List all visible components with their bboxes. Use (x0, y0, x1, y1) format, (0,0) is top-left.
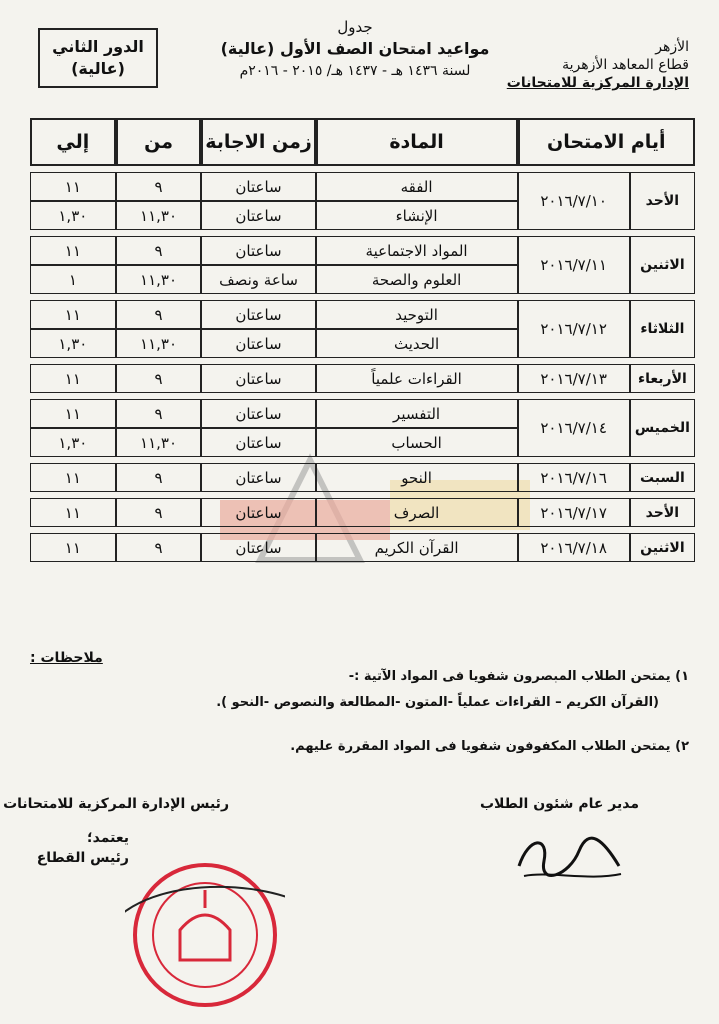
student-affairs-title: مدير عام شئون الطلاب (479, 796, 639, 812)
date-cell: ٢٠١٦/٧/١٣ (518, 364, 630, 393)
table-row (30, 399, 695, 428)
duration-cell: ساعتان (201, 300, 315, 329)
exam-schedule-table (30, 118, 695, 562)
header-duration: زمن الاجابة (201, 118, 315, 166)
date-cell: ٢٠١٦/٧/١٧ (518, 498, 630, 527)
from-cell: ٩ (116, 172, 202, 201)
day-cell: الأحد (630, 172, 695, 230)
note-1-detail: (القرآن الكريم – القراءات عملياً -المتون -المطالعة والنصوص -النحو ). (216, 695, 659, 710)
table-row (30, 533, 695, 562)
subject-cell: الحديث (316, 329, 518, 358)
from-cell: ١١,٣٠ (116, 329, 202, 358)
subject-cell: الفقه (316, 172, 518, 201)
note-2-text: يمتحن الطلاب المكفوفون شفويا فى المواد المقررة عليهم. (290, 739, 671, 754)
to-cell: ١,٣٠ (30, 329, 116, 358)
to-cell: ١١ (30, 463, 116, 492)
date-cell: ٢٠١٦/٧/١٢ (518, 300, 630, 358)
to-cell: ١١ (30, 399, 116, 428)
duration-cell: ساعتان (201, 364, 315, 393)
approval-label: يعتمد؛ (87, 830, 129, 846)
day-cell: السبت (630, 463, 695, 492)
duration-cell: ساعتان (201, 428, 315, 457)
issuer-line-2: قطاع المعاهد الأزهرية (562, 57, 689, 73)
from-cell: ٩ (116, 533, 202, 562)
day-cell: الأربعاء (630, 364, 695, 393)
notes-title: ملاحظات : (30, 650, 103, 666)
subject-cell: النحو (316, 463, 518, 492)
from-cell: ١١,٣٠ (116, 428, 202, 457)
to-cell: ١١ (30, 236, 116, 265)
table-row (30, 498, 695, 527)
to-cell: ١١ (30, 172, 116, 201)
session-line-2: (عالية) (71, 59, 125, 78)
duration-cell: ساعتان (201, 236, 315, 265)
from-cell: ١١,٣٠ (116, 265, 202, 294)
subject-cell: القراءات علمياً (316, 364, 518, 393)
from-cell: ٩ (116, 364, 202, 393)
table-row (30, 236, 695, 265)
exams-head-title: رئيس الإدارة المركزية للامتحانات (3, 796, 229, 812)
duration-cell: ساعتان (201, 399, 315, 428)
header-to: إلي (30, 118, 116, 166)
table-row (30, 463, 695, 492)
subject-cell: المواد الاجتماعية (316, 236, 518, 265)
to-cell: ١١ (30, 300, 116, 329)
table-row (30, 172, 695, 201)
subject-cell: التفسير (316, 399, 518, 428)
subject-cell: الإنشاء (316, 201, 518, 230)
note-2 (290, 738, 689, 756)
from-cell: ٩ (116, 463, 202, 492)
note-1-text: يمتحن الطلاب المبصرون شفويا فى المواد الآتية :- (348, 669, 671, 684)
date-cell: ٢٠١٦/٧/١٦ (518, 463, 630, 492)
from-cell: ٩ (116, 236, 202, 265)
to-cell: ١١ (30, 533, 116, 562)
note-1 (349, 668, 689, 686)
table-row (30, 300, 695, 329)
day-cell: الاثنين (630, 236, 695, 294)
from-cell: ١١,٣٠ (116, 201, 202, 230)
to-cell: ١ (30, 265, 116, 294)
duration-cell: ساعتان (201, 329, 315, 358)
subject-cell: القرآن الكريم (316, 533, 518, 562)
title-line-1: جدول (337, 18, 373, 36)
duration-cell: ساعة ونصف (201, 265, 315, 294)
note-1-number: ١) (675, 669, 689, 684)
from-cell: ٩ (116, 399, 202, 428)
day-cell: الثلاثاء (630, 300, 695, 358)
duration-cell: ساعتان (201, 498, 315, 527)
date-cell: ٢٠١٦/٧/١٤ (518, 399, 630, 457)
date-cell: ٢٠١٦/٧/١٨ (518, 533, 630, 562)
subject-cell: الحساب (316, 428, 518, 457)
issuer-line-1: الأزهر (655, 39, 689, 55)
issuer-block (507, 38, 689, 92)
issuer-line-3: الإدارة المركزية للامتحانات (506, 75, 689, 91)
duration-cell: ساعتان (201, 172, 315, 201)
subject-cell: العلوم والصحة (316, 265, 518, 294)
note-2-number: ٢) (675, 739, 689, 754)
table-header-row (30, 118, 695, 166)
day-cell: الأحد (630, 498, 695, 527)
subject-cell: الصرف (316, 498, 518, 527)
document-title (195, 16, 515, 82)
duration-cell: ساعتان (201, 533, 315, 562)
date-cell: ٢٠١٦/٧/١١ (518, 236, 630, 294)
sector-head-title: رئيس القطاع (36, 850, 129, 866)
session-line-1: الدور الثاني (52, 37, 144, 56)
title-line-2: مواعيد امتحان الصف الأول (عالية) (220, 39, 490, 58)
from-cell: ٩ (116, 498, 202, 527)
to-cell: ١١ (30, 364, 116, 393)
date-cell: ٢٠١٦/٧/١٠ (518, 172, 630, 230)
to-cell: ١,٣٠ (30, 201, 116, 230)
title-line-3: لسنة ١٤٣٦ هـ - ١٤٣٧ هـ/ ٢٠١٥ - ٢٠١٦م (239, 63, 471, 79)
official-seal (125, 860, 285, 1010)
header-subject: المادة (316, 118, 518, 166)
duration-cell: ساعتان (201, 463, 315, 492)
day-cell: الاثنين (630, 533, 695, 562)
duration-cell: ساعتان (201, 201, 315, 230)
to-cell: ١١ (30, 498, 116, 527)
session-box (38, 28, 158, 88)
day-cell: الخميس (630, 399, 695, 457)
subject-cell: التوحيد (316, 300, 518, 329)
header-days: أيام الامتحان (518, 118, 695, 166)
header-from: من (116, 118, 202, 166)
to-cell: ١,٣٠ (30, 428, 116, 457)
table-row (30, 364, 695, 393)
handwritten-signature (509, 826, 629, 886)
from-cell: ٩ (116, 300, 202, 329)
